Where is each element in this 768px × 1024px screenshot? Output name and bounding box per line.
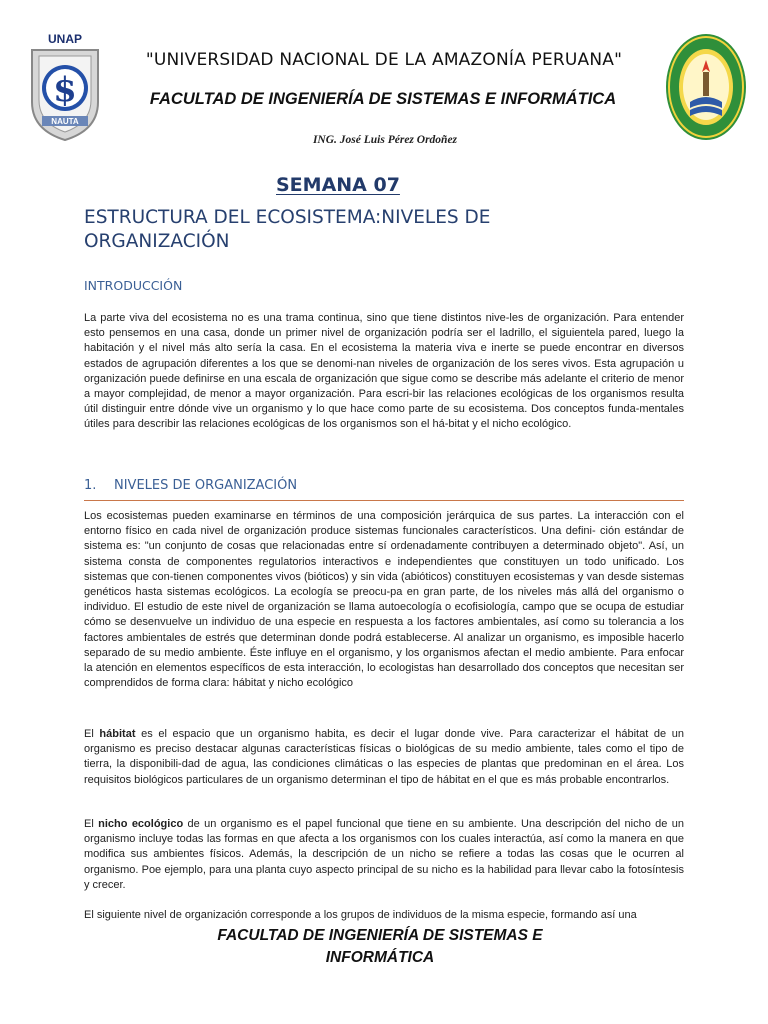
section-divider bbox=[84, 500, 684, 501]
author-name: ING. José Luis Pérez Ordoñez bbox=[312, 134, 458, 146]
faculty-name: FACULTAD DE INGENIERÍA DE SISTEMAS E INFORMÁTICA bbox=[149, 90, 617, 108]
title-line-2: ORGANIZACIÓN bbox=[84, 231, 230, 252]
niche-paragraph bbox=[84, 817, 684, 893]
week-heading: SEMANA 07 bbox=[276, 174, 400, 196]
next-level-paragraph: El siguiente nivel de organización corresponde a los grupos de individuos de la misma especie, formando así una bbox=[84, 909, 637, 921]
niche-pre: El bbox=[84, 818, 99, 830]
unap-seal-logo bbox=[664, 32, 748, 142]
habitat-text: es el espacio que un organismo habita, es decir el lugar donde vive. Para caracterizar el hábitat de un organismo es preciso destacar algunas características físicas o biológicas de su medio ambiente, tales como el tipo de tierra, la disponibili-dad de agua, las condiciones climáticas o las especies de plantas que predominan en el área. Los requisitos biológicos particulares de un organismo determinan el tipo de hábitat en el que es más probable encontrarlos. bbox=[84, 728, 685, 786]
university-name: "UNIVERSIDAD NACIONAL DE LA AMAZONÍA PERUANA" bbox=[145, 50, 623, 70]
footer-line-2: INFORMÁTICA bbox=[325, 949, 435, 966]
niche-text: de un organismo es el papel funcional que tiene en su ambiente. Una descripción del nicho de un organismo incluye todas las formas en que afecta a los organismos con los cuales interactúa, así como la manera en que modifica sus ambientes físicos. Además, la descripción de un nicho se refiere a todas las cosas que le ocurren al organismo. Poe ejemplo, para una planta cuyo aspecto principal de su nicho es la habilidad para llevar cabo la fotosíntesis y crecer. bbox=[84, 818, 685, 891]
introduction-paragraph: La parte viva del ecosistema no es una trama continua, sino que tiene distintos nive-les de organización. Para entender esto pensemos en una casa, donde un primer nivel de organización podría ser el ladrillo, el siguientela pared, luego la habitación y el nivel más alto sería la casa. En el ecosistema la materia viva e inerte se puede encontrar en diversos estados de agrupación diferentes a los que se denomi-nan niveles de organización de los seres vivos. Esta agrupación u organización puede definirse en una escala de organización que sigue como se describe más adelante el criterio de menor a mayor complejidad, de menor a mayor organización. Para escri-bir las relaciones ecológicas de los organismos resulta útil distinguir entre dónde vive un organismo y lo que hace como parte de su ecosistema. Dos conceptos funda-mentales útiles para describir las relaciones ecológicas de los organismos son el há-bitat y el nicho ecológico. bbox=[84, 312, 684, 431]
document-title bbox=[84, 206, 684, 254]
habitat-pre: El bbox=[84, 728, 100, 740]
section-1-paragraph-1: Los ecosistemas pueden examinarse en términos de una composición jerárquica de sus partes. La interacción con el entorno físico en cada nivel de organización produce sistemas funcionales característicos. Una defini- ción estándar de sistema es: "un conjunto de cosas que relacionadas entre sí ordenadamente contribuyen a determinado objeto". Así, un sistema consta de componentes regulatorios interactivos e independientes que constituyen un todo unificado. Los sistemas que con-tienen componentes vivos (bióticos) y sin vida (abióticos) constituyen ecosistemas y van desde sistemas genéticos hasta sistemas ecológicos. La ecología se preocu-pa en gran parte, de los niveles más allá del organismo o individuo. El estudio de este nivel de organización se llama autoecología o ecofisiología, campo que se ocupa de estudiar cómo se desenvuelve un individuo de una especie en respuesta a los factores ambientales, así como su tolerancia a los factores ambientales de estrés que determinan donde podrá establecerse. Al analizar un organismo, es imposible hacerlo separado de su medio ambiente. Éste influye en el organismo, y los organismos afectan el medio ambiente. Para enfocar la atención en elementos específicos de esta interacción, lo ecologistas han desarrollado dos conceptos que necesitan ser comprendidos de forma clara: hábitat y nicho ecológico bbox=[84, 510, 684, 690]
svg-text:UNAP: UNAP bbox=[47, 32, 83, 46]
niche-keyword: nicho ecológico bbox=[98, 818, 184, 830]
page-footer bbox=[150, 923, 610, 969]
title-line-1: ESTRUCTURA DEL ECOSISTEMA:NIVELES DE bbox=[84, 207, 491, 228]
section-1-heading bbox=[84, 478, 297, 493]
habitat-keyword: hábitat bbox=[99, 728, 136, 740]
habitat-paragraph bbox=[84, 727, 684, 788]
svg-text:$: $ bbox=[53, 70, 77, 110]
section-1-number: 1. bbox=[84, 478, 97, 493]
footer-line-1: FACULTAD DE INGENIERÍA DE SISTEMAS E bbox=[217, 927, 543, 944]
svg-text:NAUTA: NAUTA bbox=[51, 117, 79, 126]
section-1-title: NIVELES DE ORGANIZACIÓN bbox=[114, 478, 298, 493]
introduction-heading: INTRODUCCIÓN bbox=[84, 278, 183, 293]
unap-nauta-logo bbox=[22, 30, 108, 144]
